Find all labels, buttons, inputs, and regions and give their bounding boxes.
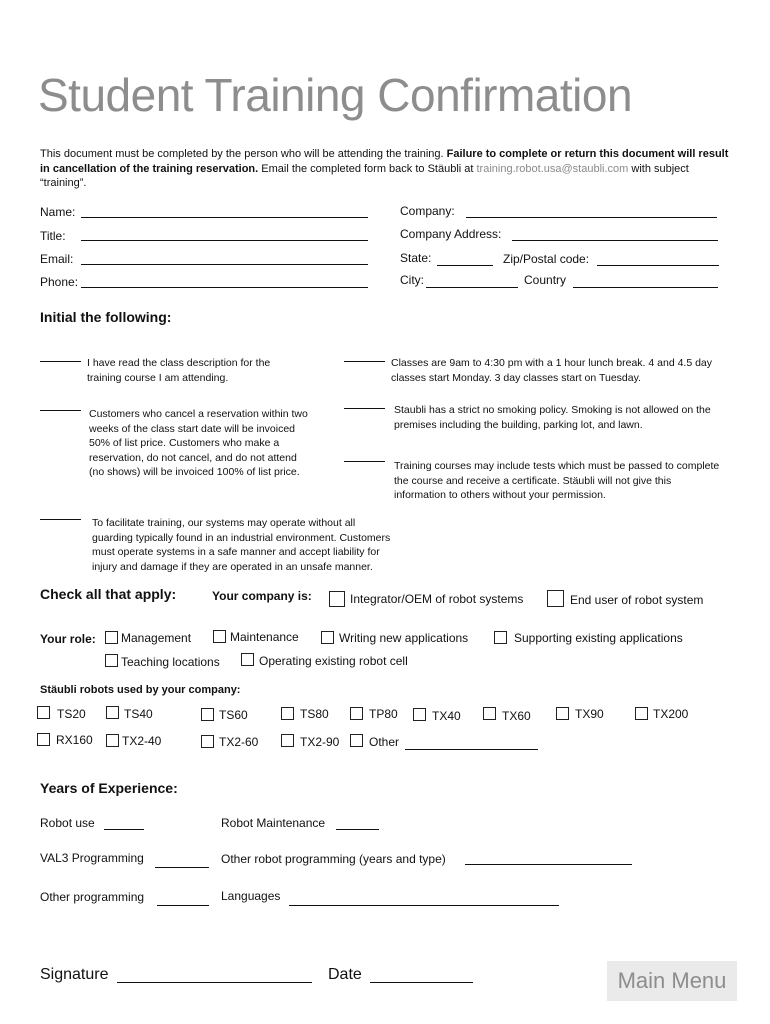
tx2-60-checkbox[interactable] <box>201 735 214 748</box>
intro-paragraph <box>40 147 730 191</box>
other-robot-programming-label: Other robot programming (years and type) <box>221 852 446 866</box>
end-user-label: End user of robot system <box>570 593 704 607</box>
ts40-label: TS40 <box>124 707 153 721</box>
initial-field-3[interactable] <box>40 519 81 520</box>
contact-email-link[interactable]: training.robot.usa@staubli.com <box>476 162 629 175</box>
integrator-checkbox[interactable] <box>329 591 345 607</box>
management-label: Management <box>121 631 192 645</box>
tx90-label: TX90 <box>575 707 604 721</box>
initial-field-5[interactable] <box>344 408 385 409</box>
company-address-label: Company Address: <box>400 227 502 241</box>
end-user-checkbox[interactable] <box>547 590 564 607</box>
robot-use-label: Robot use <box>40 816 95 830</box>
initial-item-5: Staubli has a strict no smoking policy. Smoking is not allowed on the premises including the building, parking lot, and lawn. <box>394 404 711 431</box>
val3-label: VAL3 Programming <box>40 851 144 865</box>
signature-label: Signature <box>40 966 109 983</box>
name-field[interactable] <box>81 217 368 218</box>
intro-text-1: This document must be completed by the person who will be attending the training. <box>40 148 447 160</box>
other-robot-field[interactable] <box>405 749 538 750</box>
tx2-90-checkbox[interactable] <box>281 734 294 747</box>
tx60-checkbox[interactable] <box>483 707 496 720</box>
country-label: Country <box>524 273 567 287</box>
ts60-label: TS60 <box>219 708 248 722</box>
intro-text-2: Email the completed form back to Stäubli at <box>258 162 477 175</box>
initial-item-3: To facilitate training, our systems may operate without all guarding typically found in an industrial environment. Customers must operate systems in a safe manner and accept liability for injury and damage if they are operated in an unsafe manner. <box>92 517 391 573</box>
supporting-checkbox[interactable] <box>494 631 507 644</box>
writing-checkbox[interactable] <box>321 631 334 644</box>
teaching-checkbox[interactable] <box>105 654 118 667</box>
ts80-checkbox[interactable] <box>281 707 294 720</box>
robot-maintenance-label: Robot Maintenance <box>221 816 326 830</box>
initial-item-2: Customers who cancel a reservation within two weeks of the class start date will be invoiced 50% of list price. Customers who make a reservation, do not cancel, and do not attend (no shows) will be invoiced 100% of list price. <box>89 408 308 478</box>
ts20-label: TS20 <box>57 707 86 721</box>
tx2-40-label: TX2-40 <box>122 734 162 748</box>
tp80-label: TP80 <box>369 707 398 721</box>
val3-field[interactable] <box>155 867 209 868</box>
date-label: Date <box>328 966 362 983</box>
languages-label: Languages <box>221 889 281 903</box>
other-robot-programming-field[interactable] <box>465 864 632 865</box>
initial-heading: Initial the following: <box>40 309 172 325</box>
page-title: Student Training Confirmation <box>38 69 633 121</box>
city-label: City: <box>400 273 424 287</box>
state-field[interactable] <box>437 265 493 266</box>
date-field[interactable] <box>370 982 473 983</box>
initial-field-2[interactable] <box>40 410 81 411</box>
experience-heading: Years of Experience: <box>40 780 178 796</box>
operating-label: Operating existing robot cell <box>259 654 408 668</box>
tx40-checkbox[interactable] <box>413 708 426 721</box>
company-field[interactable] <box>466 217 717 218</box>
other-robot-label: Other <box>369 735 400 749</box>
company-is-label: Your company is: <box>212 589 312 603</box>
tx60-label: TX60 <box>502 709 531 723</box>
ts20-checkbox[interactable] <box>37 706 50 719</box>
country-field[interactable] <box>573 287 718 288</box>
supporting-label: Supporting existing applications <box>514 631 683 645</box>
company-label: Company: <box>400 204 455 218</box>
initial-field-6[interactable] <box>344 461 385 462</box>
initial-item-4: Classes are 9am to 4:30 pm with a 1 hour lunch break. 4 and 4.5 day classes start Monday. 3 day classes start on Tuesday. <box>391 357 713 384</box>
robots-heading: Stäubli robots used by your company: <box>40 684 241 696</box>
tx2-40-checkbox[interactable] <box>106 734 119 747</box>
title-field[interactable] <box>81 240 368 241</box>
writing-label: Writing new applications <box>339 631 469 645</box>
zip-label: Zip/Postal code: <box>503 252 590 266</box>
maintenance-checkbox[interactable] <box>213 630 226 643</box>
check-heading: Check all that apply: <box>40 586 177 602</box>
teaching-label: Teaching locations <box>121 655 220 669</box>
tx90-checkbox[interactable] <box>556 707 569 720</box>
ts40-checkbox[interactable] <box>106 706 119 719</box>
initial-item-1: I have read the class description for the training course I am attending. <box>87 357 271 384</box>
phone-label: Phone: <box>40 275 79 289</box>
state-label: State: <box>400 251 432 265</box>
tx200-label: TX200 <box>653 707 689 721</box>
email-label: Email: <box>40 252 74 266</box>
tx200-checkbox[interactable] <box>635 707 648 720</box>
other-robot-checkbox[interactable] <box>350 734 363 747</box>
intro-warning: Failure to complete or return this document will result in cancellation of the training reservation. <box>40 148 729 175</box>
ts80-label: TS80 <box>300 707 329 721</box>
tx2-60-label: TX2-60 <box>219 735 259 749</box>
initial-field-4[interactable] <box>344 361 385 362</box>
tx40-label: TX40 <box>432 709 461 723</box>
zip-field[interactable] <box>597 265 719 266</box>
robot-maintenance-field[interactable] <box>336 829 379 830</box>
other-programming-field[interactable] <box>157 905 209 906</box>
integrator-label: Integrator/OEM of robot systems <box>350 592 524 606</box>
tx2-90-label: TX2-90 <box>300 735 340 749</box>
phone-field[interactable] <box>81 287 368 288</box>
city-field[interactable] <box>426 287 518 288</box>
initial-item-6: Training courses may include tests which must be passed to complete the course and receive a certificate. Stäubli will not give this information to others without your permission. <box>394 460 720 501</box>
role-label: Your role: <box>40 632 96 646</box>
intro-text-3: with subject “training”. <box>40 162 689 189</box>
robot-use-field[interactable] <box>104 829 144 830</box>
operating-checkbox[interactable] <box>241 653 254 666</box>
tp80-checkbox[interactable] <box>350 707 363 720</box>
initial-field-1[interactable] <box>40 361 81 362</box>
title-label: Title: <box>40 229 66 243</box>
email-field[interactable] <box>81 264 368 265</box>
rx160-label: RX160 <box>56 733 93 747</box>
company-address-field[interactable] <box>512 240 718 241</box>
name-label: Name: <box>40 205 76 219</box>
languages-field[interactable] <box>289 905 559 906</box>
ts60-checkbox[interactable] <box>201 708 214 721</box>
other-programming-label: Other programming <box>40 890 145 904</box>
maintenance-label: Maintenance <box>230 630 299 644</box>
management-checkbox[interactable] <box>105 631 118 644</box>
signature-field[interactable] <box>117 982 312 983</box>
main-menu-button[interactable]: Main Menu <box>607 961 737 1001</box>
rx160-checkbox[interactable] <box>37 733 50 746</box>
